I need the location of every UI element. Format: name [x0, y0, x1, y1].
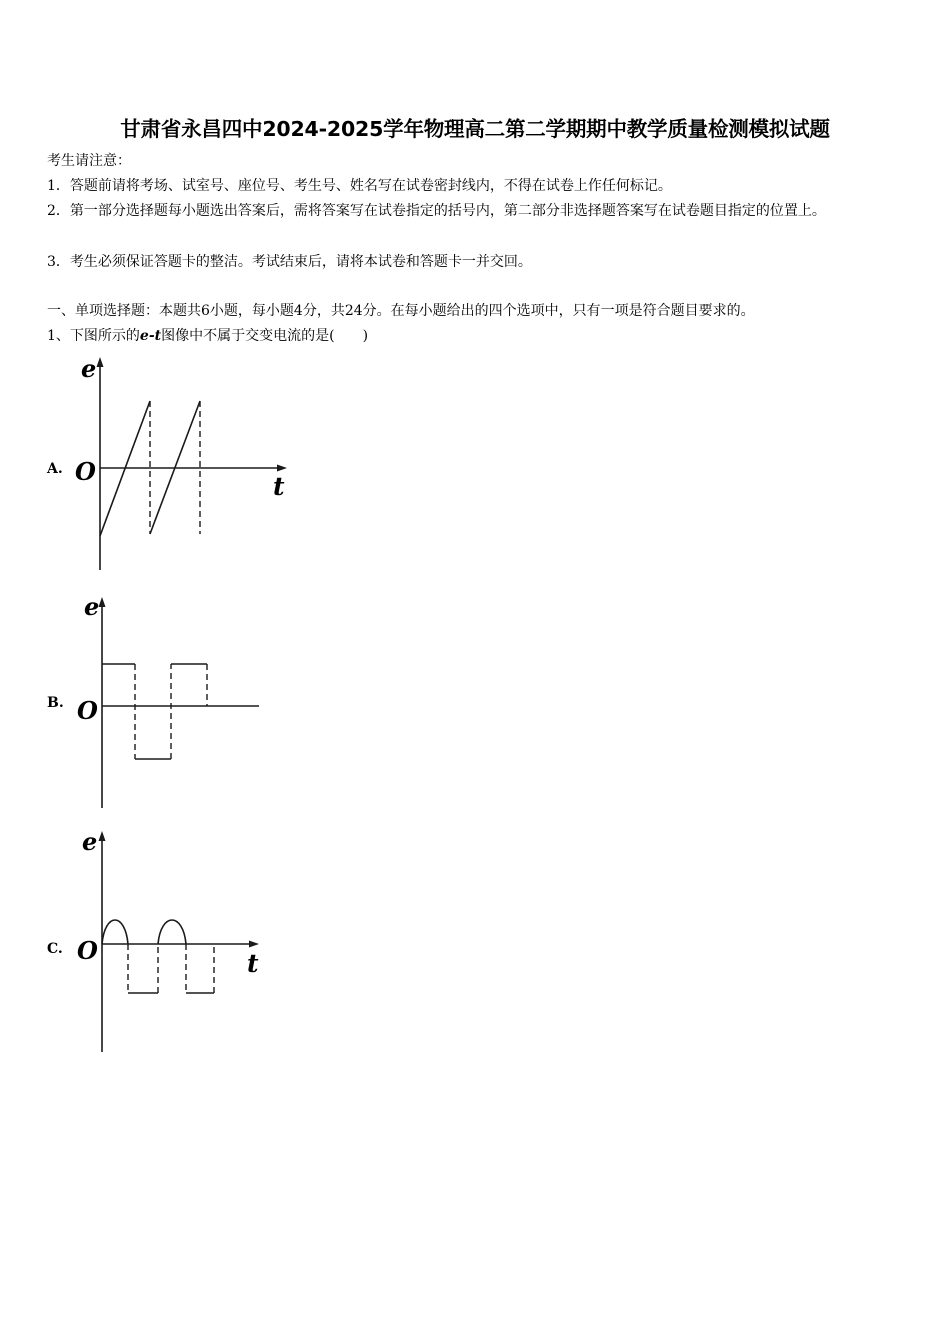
section-heading: 一、单项选择题：本题共6小题，每小题4分，共24分。在每小题给出的四个选项中，只有一项是符合题目要求的。 [47, 303, 755, 319]
option-c-arc-1 [102, 920, 128, 944]
question-1-prefix: 1、下图所示的 [47, 328, 140, 344]
option-a-svg [72, 352, 290, 572]
question-1 [47, 327, 368, 345]
notice-item-1: 1．答题前请将考场、试室号、座位号、考生号、姓名写在试卷密封线内，不得在试卷上作任何标记。 [47, 178, 672, 194]
notice-item-2: 2．第一部分选择题每小题选出答案后，需将答案写在试卷指定的括号内，第二部分非选择题答案写在试卷题目指定的位置上。 [47, 203, 826, 219]
option-b-label[interactable]: B. [47, 695, 64, 711]
option-c-graph [72, 826, 264, 1054]
option-a-y-axis-label: e [81, 354, 97, 383]
question-1-variable: e-t [139, 328, 162, 344]
notice-item-3: 3．考生必须保证答题卡的整洁。考试结束后，请将本试卷和答题卡一并交回。 [47, 254, 532, 270]
option-b-graph [72, 592, 264, 810]
option-b-y-arrow [99, 597, 106, 607]
option-a-x-arrow [277, 465, 287, 472]
option-a-origin-label: O [75, 457, 96, 486]
option-b-origin-label: O [77, 696, 98, 725]
option-c-y-axis-label: e [82, 827, 98, 856]
page-title: 甘肃省永昌四中2024-2025学年物理高二第二学期期中教学质量检测模拟试题 [120, 117, 830, 141]
option-a-y-arrow [97, 357, 104, 367]
option-a-label[interactable]: A. [47, 461, 63, 477]
option-c-y-arrow [99, 831, 106, 841]
option-c-origin-label: O [77, 936, 98, 965]
option-b-svg [72, 592, 264, 810]
option-c-arc-2 [158, 920, 186, 944]
option-c-x-axis-label: t [247, 949, 259, 978]
option-b-y-axis-label: e [84, 592, 100, 621]
option-c-x-arrow [249, 941, 259, 948]
option-c-label[interactable]: C. [47, 941, 63, 957]
option-c-svg [72, 826, 264, 1054]
question-1-suffix: 图像中不属于交变电流的是( ) [161, 328, 369, 344]
option-a-graph [72, 352, 290, 572]
option-a-x-axis-label: t [273, 472, 285, 501]
notice-heading: 考生请注意： [47, 153, 131, 169]
